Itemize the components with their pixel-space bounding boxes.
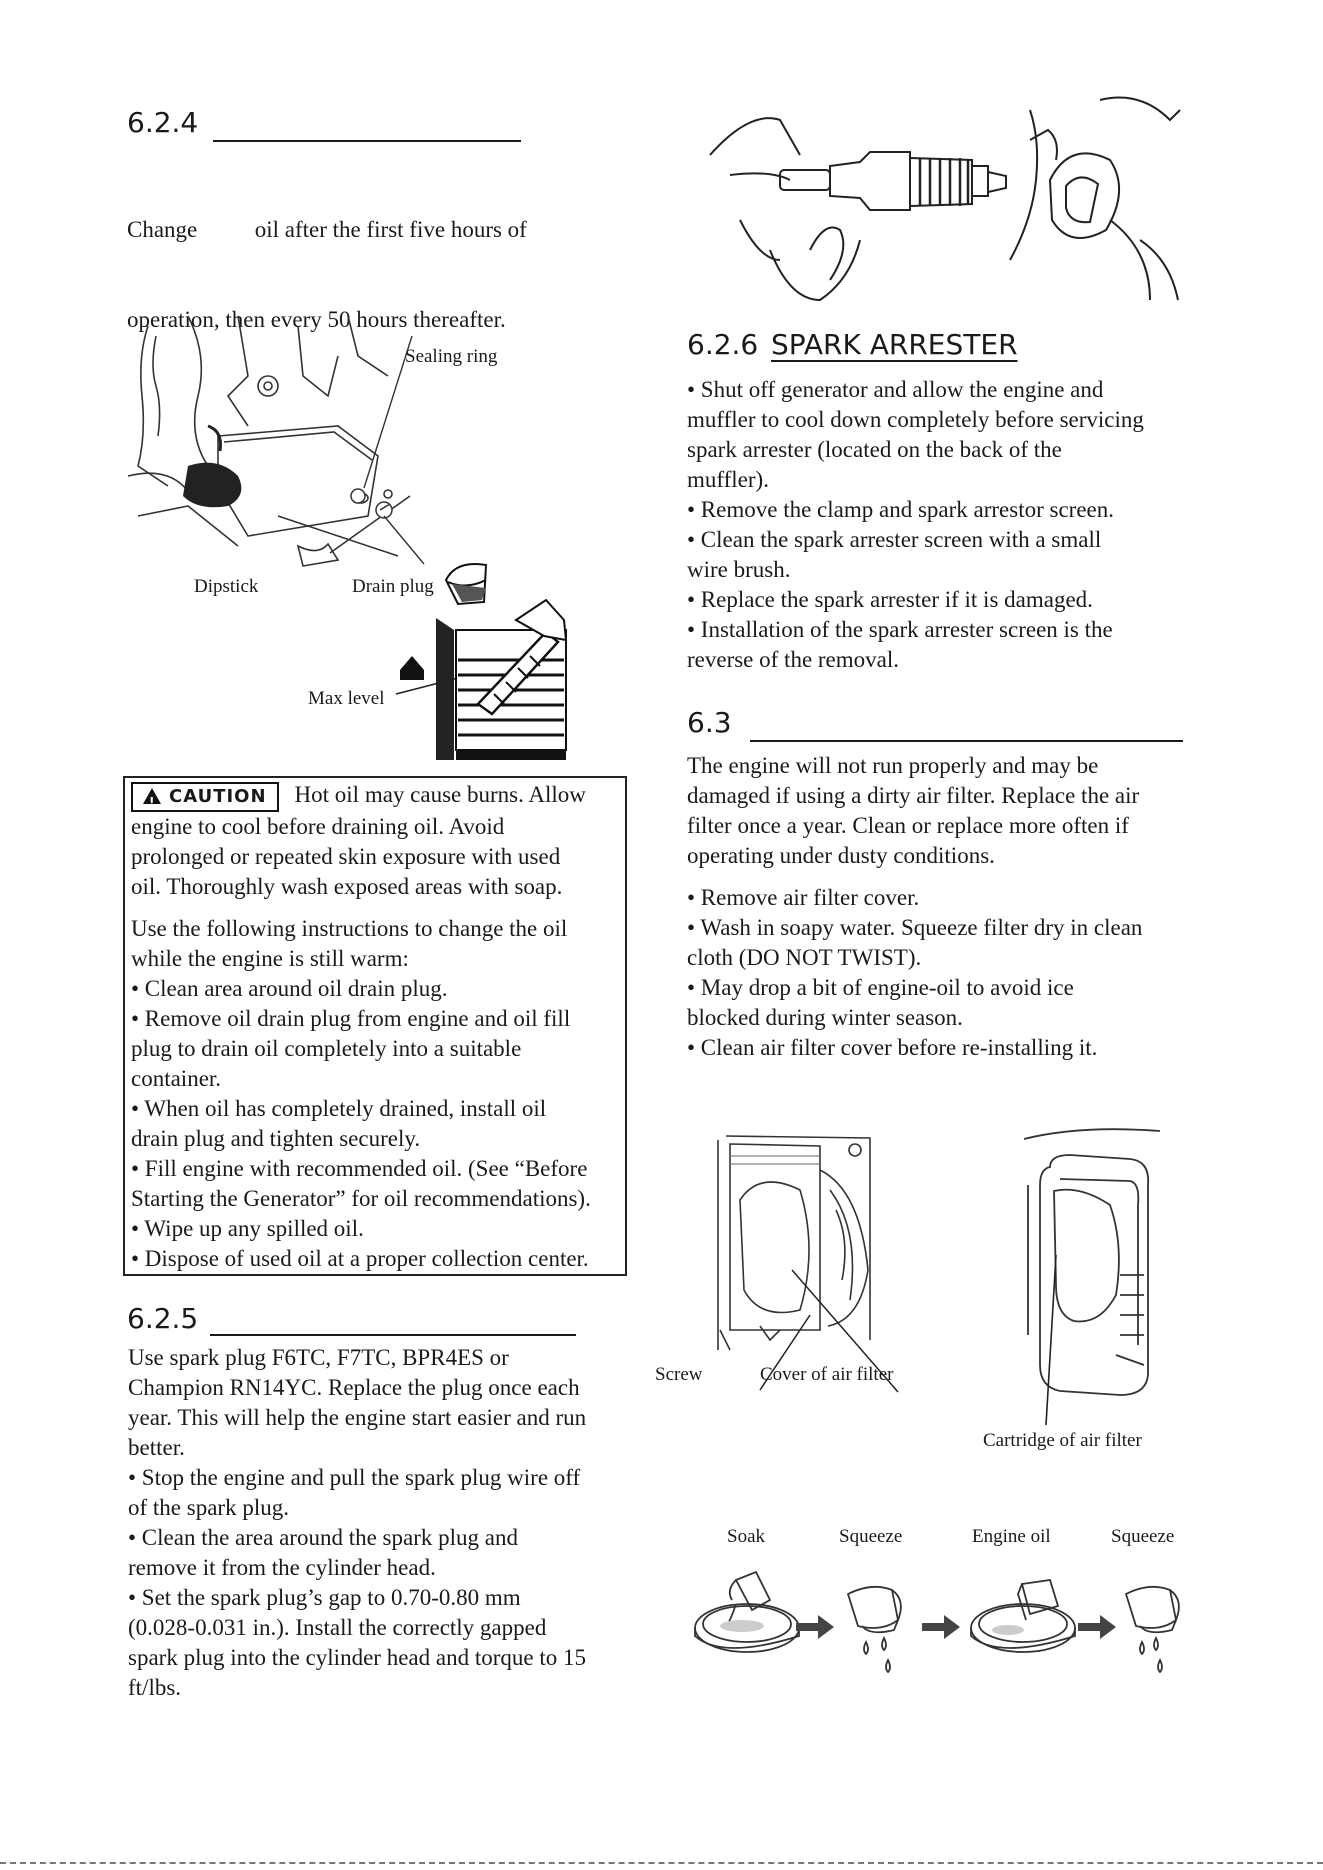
body-line: ft/lbs. xyxy=(128,1675,182,1700)
body-line: • Set the spark plug’s gap to 0.70-0.80 mm xyxy=(128,1585,521,1610)
instruction-line: plug to drain oil completely into a suitable xyxy=(131,1036,522,1061)
body-line: Champion RN14YC. Replace the plug once each xyxy=(128,1375,580,1400)
section-6-2-6-number: 6.2.6 xyxy=(687,328,759,361)
body-line: • Clean the area around the spark plug and xyxy=(128,1525,518,1550)
body-line: • Stop the engine and pull the spark plug wire off xyxy=(128,1465,581,1490)
process-step-label: Soak xyxy=(727,1526,765,1547)
instruction-line: • Dispose of used oil at a proper collection center. xyxy=(131,1246,589,1271)
step-line: • Remove air filter cover. xyxy=(687,885,920,910)
body-line: spark arrester (located on the back of the xyxy=(687,437,1062,462)
label-dipstick: Dipstick xyxy=(194,576,259,597)
intro-line: filter once a year. Clean or replace more often if xyxy=(687,813,1129,838)
soak-basin-icon xyxy=(692,1560,802,1660)
caution-box xyxy=(123,776,627,1276)
instruction-line: • Fill engine with recommended oil. (See “Before xyxy=(131,1156,588,1181)
body-line: • Shut off generator and allow the engine and xyxy=(687,377,1104,402)
arrow-right-icon xyxy=(796,1615,836,1639)
intro-line: The engine will not run properly and may be xyxy=(687,753,1099,778)
intro-line: damaged if using a dirty air filter. Replace the air xyxy=(687,783,1140,808)
instruction-line: • When oil has completely drained, install oil xyxy=(131,1096,547,1121)
intro-line: operation, then every 50 hours thereafter. xyxy=(127,307,506,332)
arrow-right-icon xyxy=(922,1615,962,1639)
body-line: • Installation of the spark arrester screen is the xyxy=(687,617,1113,642)
body-line: of the spark plug. xyxy=(128,1495,289,1520)
step-line: blocked during winter season. xyxy=(687,1005,963,1030)
caution-warning xyxy=(131,780,625,902)
caution-line: prolonged or repeated skin exposure with used xyxy=(131,843,561,869)
body-line: Use spark plug F6TC, F7TC, BPR4ES or xyxy=(128,1345,509,1370)
process-step-label: Squeeze xyxy=(1111,1526,1175,1547)
step-line: • Clean air filter cover before re-installing it. xyxy=(687,1035,1098,1060)
warning-triangle-icon xyxy=(143,788,161,804)
oil-fill-illustration xyxy=(396,560,576,760)
section-6-2-4-number: 6.2.4 xyxy=(127,106,199,139)
body-line: (0.028-0.031 in.). Install the correctly gapped xyxy=(128,1615,547,1640)
label-cartridge-of-air-filter: Cartridge of air filter xyxy=(983,1430,1142,1451)
instruction-line: while the engine is still warm: xyxy=(131,946,409,971)
instruction-line: • Clean area around oil drain plug. xyxy=(131,976,448,1001)
section-6-2-6-body xyxy=(687,375,1187,675)
squeeze-filter-icon xyxy=(842,1580,912,1680)
arrow-right-icon xyxy=(1078,1615,1118,1639)
label-cover-of-air-filter: Cover of air filter xyxy=(760,1364,894,1385)
section-6-2-5-body xyxy=(128,1343,628,1703)
air-filter-cover-illustration xyxy=(700,1130,900,1370)
caution-line: engine to cool before draining oil. Avoid xyxy=(131,813,505,839)
section-6-3-number: 6.3 xyxy=(687,706,732,739)
process-step-label: Squeeze xyxy=(839,1526,903,1547)
section-6-2-6-title: SPARK ARRESTER xyxy=(771,328,1018,361)
body-line: better. xyxy=(128,1435,185,1460)
body-line: • Replace the spark arrester if it is damaged. xyxy=(687,587,1093,612)
section-6-2-4-title-rule xyxy=(213,140,521,142)
body-line: spark plug into the cylinder head and torque to 15 xyxy=(128,1645,586,1670)
body-line: remove it from the cylinder head. xyxy=(128,1555,436,1580)
body-line: wire brush. xyxy=(687,557,791,582)
process-step-label: Engine oil xyxy=(972,1526,1051,1547)
section-6-3-steps xyxy=(687,883,1187,1063)
section-6-3-title-rule xyxy=(750,740,1183,742)
step-line: • Wash in soapy water. Squeeze filter dry in clean xyxy=(687,915,1143,940)
instruction-line: container. xyxy=(131,1066,222,1091)
instruction-line: Starting the Generator” for oil recommendations). xyxy=(131,1186,591,1211)
spark-plug-illustration xyxy=(710,100,1180,310)
body-line: year. This will help the engine start easier and run xyxy=(128,1405,587,1430)
caution-line: oil. Thoroughly wash exposed areas with soap. xyxy=(131,873,563,899)
step-line: cloth (DO NOT TWIST). xyxy=(687,945,922,970)
caution-first-line: Hot oil may cause burns. Allow xyxy=(294,782,586,807)
body-line: muffler). xyxy=(687,467,769,492)
instruction-line: Use the following instructions to change the oil xyxy=(131,916,568,941)
instruction-line: • Remove oil drain plug from engine and oil fill xyxy=(131,1006,571,1031)
page-bottom-rule xyxy=(0,1862,1323,1864)
squeeze-filter-icon xyxy=(1120,1580,1190,1680)
label-screw: Screw xyxy=(655,1364,703,1385)
instruction-line: • Wipe up any spilled oil. xyxy=(131,1216,364,1241)
oil-change-instructions xyxy=(131,914,631,1274)
section-6-3-intro xyxy=(687,751,1187,871)
step-line: • May drop a bit of engine-oil to avoid ice xyxy=(687,975,1074,1000)
section-6-2-5-number: 6.2.5 xyxy=(127,1302,199,1335)
intro-line: Change oil after the first five hours of xyxy=(127,217,527,242)
engine-oil-basin-icon xyxy=(968,1560,1078,1660)
body-line: muffler to cool down completely before servicing xyxy=(687,407,1144,432)
body-line: • Clean the spark arrester screen with a small xyxy=(687,527,1102,552)
caution-badge xyxy=(131,782,279,812)
caution-badge-text: CAUTION xyxy=(169,785,267,807)
intro-line: operating under dusty conditions. xyxy=(687,843,995,868)
section-6-2-5-title-rule xyxy=(210,1334,576,1336)
instruction-line: drain plug and tighten securely. xyxy=(131,1126,421,1151)
label-sealing-ring: Sealing ring xyxy=(405,346,498,367)
air-filter-cartridge-illustration xyxy=(1020,1125,1160,1425)
body-line: reverse of the removal. xyxy=(687,647,900,672)
label-drain-plug: Drain plug xyxy=(352,576,434,597)
body-line: • Remove the clamp and spark arrestor screen. xyxy=(687,497,1114,522)
label-max-level: Max level xyxy=(308,688,385,709)
